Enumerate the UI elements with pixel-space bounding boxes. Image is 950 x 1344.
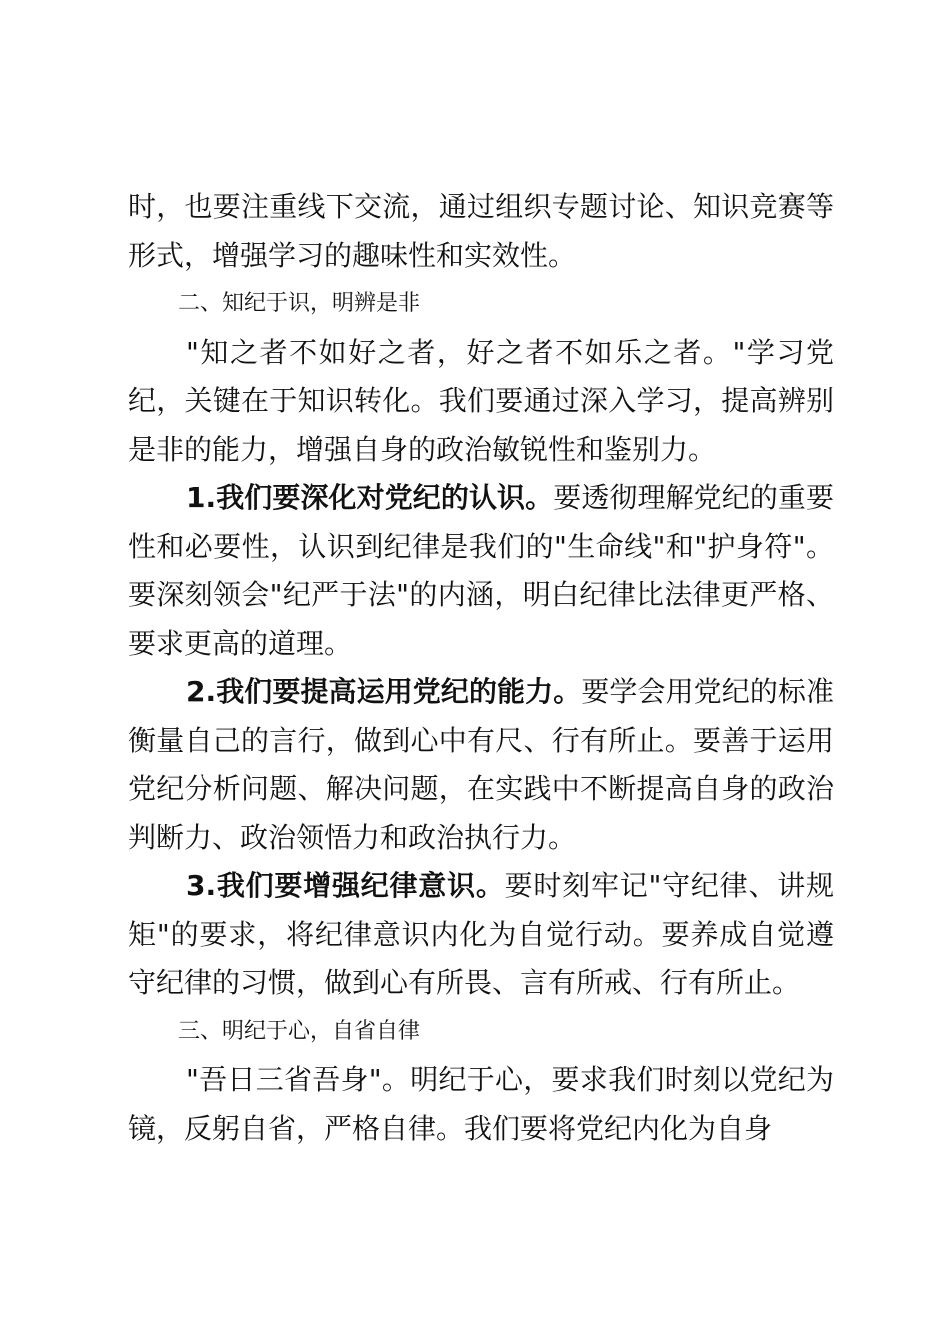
list-item-1-text: 要透彻理解党纪的重要性和必要性，认识到纪律是我们的"生命线"和"护身符"。要深刻领会"纪严于法"的内涵，明白纪律比法律更严格、要求更高的道理。 — [128, 481, 834, 660]
section-heading-3: 三、明纪于心，自省自律 — [178, 1018, 421, 1044]
list-item-1 — [128, 474, 834, 668]
document-body — [128, 183, 834, 1153]
list-item-3-lead: 3.我们要增强纪律意识。 — [186, 869, 505, 902]
list-item-3 — [128, 862, 834, 1008]
list-item-2 — [128, 668, 834, 862]
list-item-2-lead: 2.我们要提高运用党纪的能力。 — [186, 675, 582, 708]
list-item-3-text: 要时刻牢记"守纪律、讲规矩"的要求，将纪律意识内化为自觉行动。要养成自觉遵守纪律的习惯，做到心有所畏、言有所戒、行有所止。 — [128, 869, 834, 999]
list-item-1-lead: 1.我们要深化对党纪的认识。 — [186, 481, 554, 514]
section-heading-2: 二、知纪于识，明辨是非 — [178, 291, 421, 316]
paragraph-section-2-intro: "知之者不如好之者，好之者不如乐之者。"学习党纪，关键在于知识转化。我们要通过深入学习，提高辨别是非的能力，增强自身的政治敏锐性和鉴别力。 — [128, 335, 834, 466]
paragraph-continuation: 时，也要注重线下交流，通过组织专题讨论、知识竞赛等形式，增强学习的趣味性和实效性。 — [128, 190, 834, 272]
list-item-2-text: 要学会用党纪的标准衡量自己的言行，做到心中有尺、行有所止。要善于运用党纪分析问题、解决问题，在实践中不断提高自身的政治判断力、政治领悟力和政治执行力。 — [128, 675, 834, 854]
paragraph-section-3-intro: "吾日三省吾身"。明纪于心，要求我们时刻以党纪为镜，反躬自省，严格自律。我们要将党纪内化为自身 — [128, 1063, 834, 1145]
